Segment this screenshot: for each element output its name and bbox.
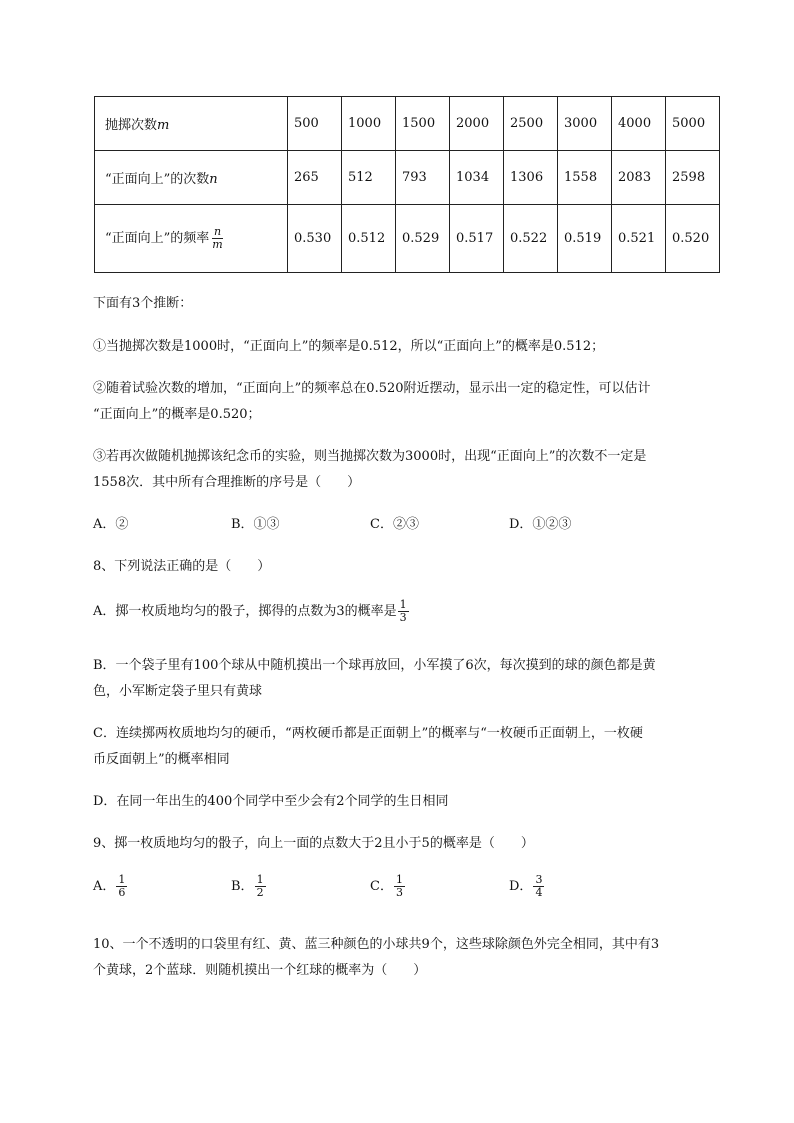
q8-question: 8、下列说法正确的是（ ） <box>93 559 271 574</box>
q8-option-b-line2: 色，小军断定袋子里只有黄球 <box>93 684 263 699</box>
q9-question: 9、掷一枚质地均匀的骰子，向上一面的点数大于2且小于5的概率是（ ） <box>93 836 534 851</box>
table-cell: 1306 <box>504 151 558 205</box>
fraction-n-over-m <box>210 226 224 251</box>
table-cell: 0.520 <box>666 205 720 273</box>
q8-option-c-line2: 币反面朝上”的概率相同 <box>93 752 230 767</box>
fraction-numerator: 3 <box>535 873 543 886</box>
option-label: D． <box>509 879 533 895</box>
table-cell: 500 <box>288 97 342 151</box>
table-cell: 0.529 <box>396 205 450 273</box>
q9-option-a[interactable] <box>93 874 127 899</box>
q7-option-c[interactable]: C．②③ <box>370 517 419 532</box>
fraction-denominator: 6 <box>118 886 126 900</box>
row2-label: “正面向上”的次数 <box>105 172 210 187</box>
q7-statement-2-line1: ②随着试验次数的增加，“正面向上”的频率总在0.520附近摆动，显示出一定的稳定性，可以估计 <box>93 381 651 396</box>
q9-option-d[interactable] <box>509 874 544 899</box>
q9-option-c[interactable] <box>370 874 405 899</box>
table-header-heads <box>95 151 288 205</box>
table-header-frequency <box>95 205 288 273</box>
option-fraction <box>116 874 127 899</box>
q8-option-b-line1[interactable]: B．一个袋子里有100个球从中随机摸出一个球再放回，小军摸了6次，每次摸到的球的颜色都是黄 <box>93 658 656 673</box>
table-cell: 2083 <box>612 151 666 205</box>
table-cell: 0.522 <box>504 205 558 273</box>
table-cell: 512 <box>342 151 396 205</box>
fraction-numerator: 1 <box>256 873 264 886</box>
option-label: C． <box>370 879 393 895</box>
fraction-denominator: 2 <box>256 886 264 900</box>
q10-question-line1: 10、一个不透明的口袋里有红、黄、蓝三种颜色的小球共9个，这些球除颜色外完全相同，其中有3 <box>93 937 660 952</box>
q7-statement-2-line2: “正面向上”的概率是0.520； <box>93 407 261 422</box>
table-cell: 4000 <box>612 97 666 151</box>
table-cell: 0.512 <box>342 205 396 273</box>
table-cell: 2000 <box>450 97 504 151</box>
table-cell: 1034 <box>450 151 504 205</box>
q8-option-d[interactable]: D．在同一年出生的400个同学中至少会有2个同学的生日相同 <box>93 794 449 809</box>
table-cell: 3000 <box>558 97 612 151</box>
table-cell: 2598 <box>666 151 720 205</box>
header-var: m <box>157 118 170 133</box>
fraction-numerator: 1 <box>399 598 407 611</box>
q7-option-a[interactable]: A．② <box>93 517 129 532</box>
option-label: B． <box>231 879 254 895</box>
table-row-heads <box>95 151 720 205</box>
q7-statement-3-line1: ③若再次做随机抛掷该纪念币的实验，则当抛掷次数为3000时，出现“正面向上”的次数不一定是 <box>93 449 647 464</box>
q7-intro: 下面有3个推断： <box>93 296 193 311</box>
fraction-denominator: 4 <box>535 886 543 900</box>
q10-question-line2: 个黄球，2个蓝球．则随机摸出一个红球的概率为（ ） <box>93 963 427 978</box>
table-cell: 0.521 <box>612 205 666 273</box>
table-cell: 265 <box>288 151 342 205</box>
fraction-denominator: 3 <box>395 886 403 900</box>
table-cell: 1000 <box>342 97 396 151</box>
table-header-throws <box>95 97 288 151</box>
option-label: A． <box>93 879 116 895</box>
fraction-denominator: m <box>212 238 223 251</box>
table-cell: 0.517 <box>450 205 504 273</box>
q7-option-d[interactable]: D．①②③ <box>509 517 572 532</box>
table-cell: 0.530 <box>288 205 342 273</box>
row3-label: “正面向上”的频率 <box>105 231 210 246</box>
fraction-one-third <box>398 599 409 624</box>
q7-statement-1: ①当抛掷次数是1000时，“正面向上”的频率是0.512，所以“正面向上”的概率是0.512； <box>93 339 605 354</box>
table-cell: 2500 <box>504 97 558 151</box>
table-cell: 0.519 <box>558 205 612 273</box>
table-row-frequency <box>95 205 720 273</box>
row2-var: n <box>209 172 218 187</box>
table-cell: 5000 <box>666 97 720 151</box>
frequency-table <box>94 96 720 273</box>
option-fraction <box>394 874 405 899</box>
q7-option-b[interactable]: B．①③ <box>231 517 280 532</box>
fraction-numerator: 1 <box>118 873 126 886</box>
fraction-denominator: 3 <box>399 611 407 625</box>
q8-option-c-line1[interactable]: C．连续掷两枚质地均匀的硬币，“两枚硬币都是正面朝上”的概率与“一枚硬币正面朝上，一枚硬 <box>93 726 643 741</box>
fraction-numerator: 1 <box>395 873 403 886</box>
option-fraction <box>255 874 266 899</box>
q9-option-b[interactable] <box>231 874 266 899</box>
table-cell: 793 <box>396 151 450 205</box>
table-cell: 1558 <box>558 151 612 205</box>
table-cell: 1500 <box>396 97 450 151</box>
table-row-throws <box>95 97 720 151</box>
fraction-numerator: n <box>213 224 222 238</box>
q8-option-a-text: A．掷一枚质地均匀的骰子，掷得的点数为3的概率是 <box>93 604 397 620</box>
q8-option-a[interactable] <box>93 599 409 624</box>
q7-statement-3-line2: 1558次．其中所有合理推断的序号是（ ） <box>93 475 361 490</box>
option-fraction <box>533 874 544 899</box>
header-label: 抛掷次数 <box>105 118 158 133</box>
